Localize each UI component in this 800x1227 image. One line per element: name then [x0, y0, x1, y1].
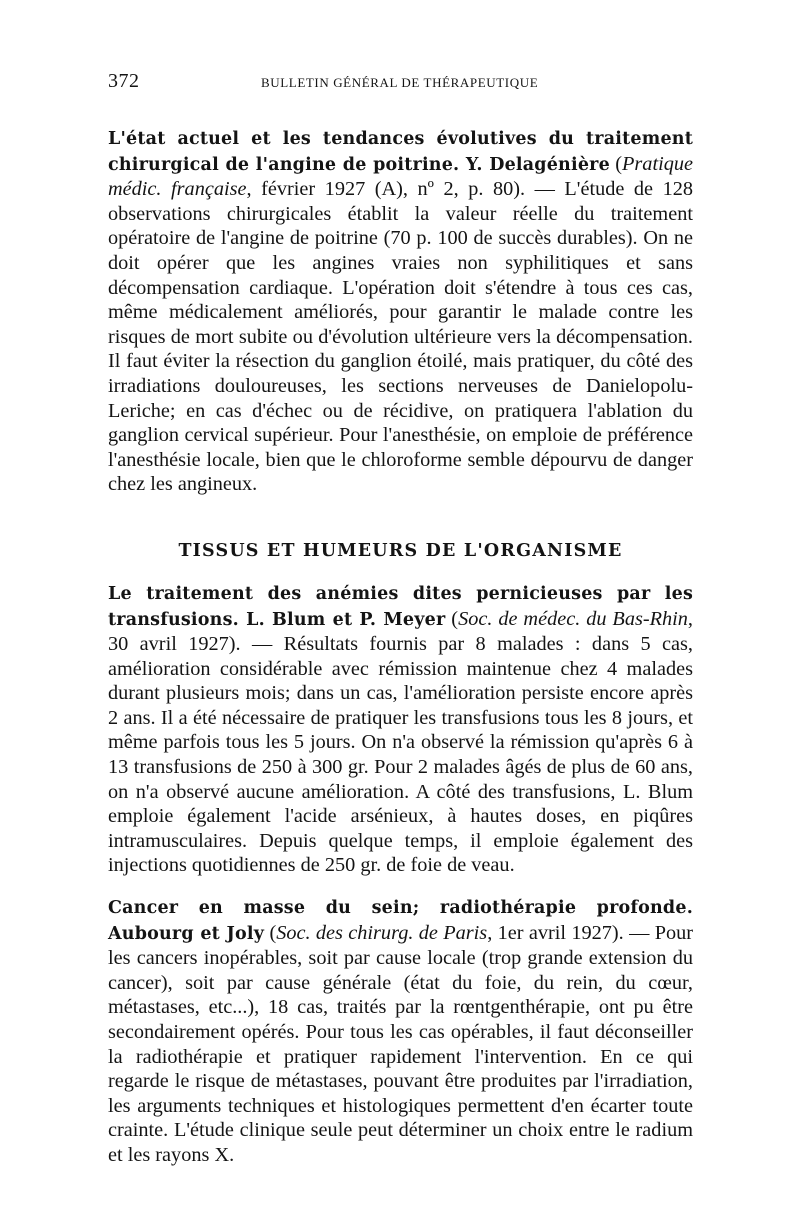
- source-open-paren: (: [264, 921, 277, 944]
- source-open-paren: (: [445, 607, 459, 630]
- article-angine-de-poitrine: [108, 126, 693, 497]
- article-source: Soc. de médec. du Bas-Rhin: [458, 607, 688, 630]
- page-number: 372: [108, 70, 140, 92]
- article-body: , février 1927 (A), nº 2, p. 80). — L'étude de 128 observations chirurgicales établit la valeur réelle du traitement opératoire de l'angine de poitrine (70 p. 100 de succès durables). On ne doit opérer que les angines vraies non syphilitiques et sans décompensation cardiaque. L'opération doit s'étendre à tous ces cas, même médicalement améliorés, pour garantir le malade contre les risques de mort subite ou d'évolution ultérieure vers la décompensation. Il faut éviter la résection du ganglion étoilé, mais pratiquer, du côté des irradiations douloureuses, les sections nerveuses de Danielopolu-Leriche; en cas d'échec ou de récidive, on pratiquera l'ablation du ganglion cervical supérieur. Pour l'anesthésie, on emploie de préférence l'anesthésie locale, bien que le chloroforme semble dépourvu de danger chez les angineux.: [108, 178, 694, 496]
- article-anemies-pernicieuses: [108, 581, 693, 878]
- article-title: Le traitement des anémies dites pernicieuses par les transfusions. L. Blum et P. Meyer: [108, 583, 693, 630]
- article-title: Cancer en masse du sein; radiothérapie profonde. Aubourg et Joly: [108, 898, 693, 944]
- source-open-paren: (: [609, 152, 623, 175]
- section-heading: TISSUS ET HUMEURS DE L'ORGANISME: [178, 540, 623, 561]
- article-source: Pratique médic. française: [108, 152, 693, 201]
- article-body: , 1er avril 1927). — Pour les cancers inopérables, soit par cause locale (trop grande extension du cancer), soit par cause générale (état du foie, du rein, du cœur, métastases, etc...), 18 cas, traités par la rœntgenthérapie, ont pu être secondairement opérés. Pour tous les cas opérables, il faut déconseiller la radiothérapie et pratiquer rapidement l'intervention. En ce qui regarde le risque de métastases, pouvant être produites par l'irradiation, les arguments techniques et histologiques permettent d'en écarter toute crainte. L'étude clinique seule peut déterminer un choix entre le radium et les rayons X.: [108, 921, 694, 1166]
- running-title: BULLETIN GÉNÉRAL DE THÉRAPEUTIQUE: [261, 75, 539, 90]
- article-body: , 30 avril 1927). — Résultats fournis par 8 malades : dans 5 cas, amélioration considérable avec rémission maintenue chez 4 malades durant plusieurs mois; dans un cas, l'amélioration persiste encore après 2 ans. Il a été nécessaire de pratiquer les transfusions tous les 8 jours, et même parfois tous les 5 jours. On n'a observé la rémission qu'après 6 à 13 transfusions de 250 à 300 gr. Pour 2 malades âgés de plus de 60 ans, on n'a observé aucune amélioration. A côté des transfusions, L. Blum emploie également l'acide arsénieux, à hautes doses, en piqûres intramusculaires. Depuis quelque temps, il emploie également des injections quotidiennes de 250 gr. de foie de veau.: [108, 607, 693, 877]
- article-cancer-du-sein: [108, 895, 693, 1168]
- article-title: L'état actuel et les tendances évolutives du traitement chirurgical de l'angine de poitrine. Y. Delagénière: [108, 129, 693, 175]
- article-source: Soc. des chirurg. de Paris: [276, 921, 488, 944]
- running-head: [108, 70, 693, 104]
- journal-page: [108, 70, 693, 1168]
